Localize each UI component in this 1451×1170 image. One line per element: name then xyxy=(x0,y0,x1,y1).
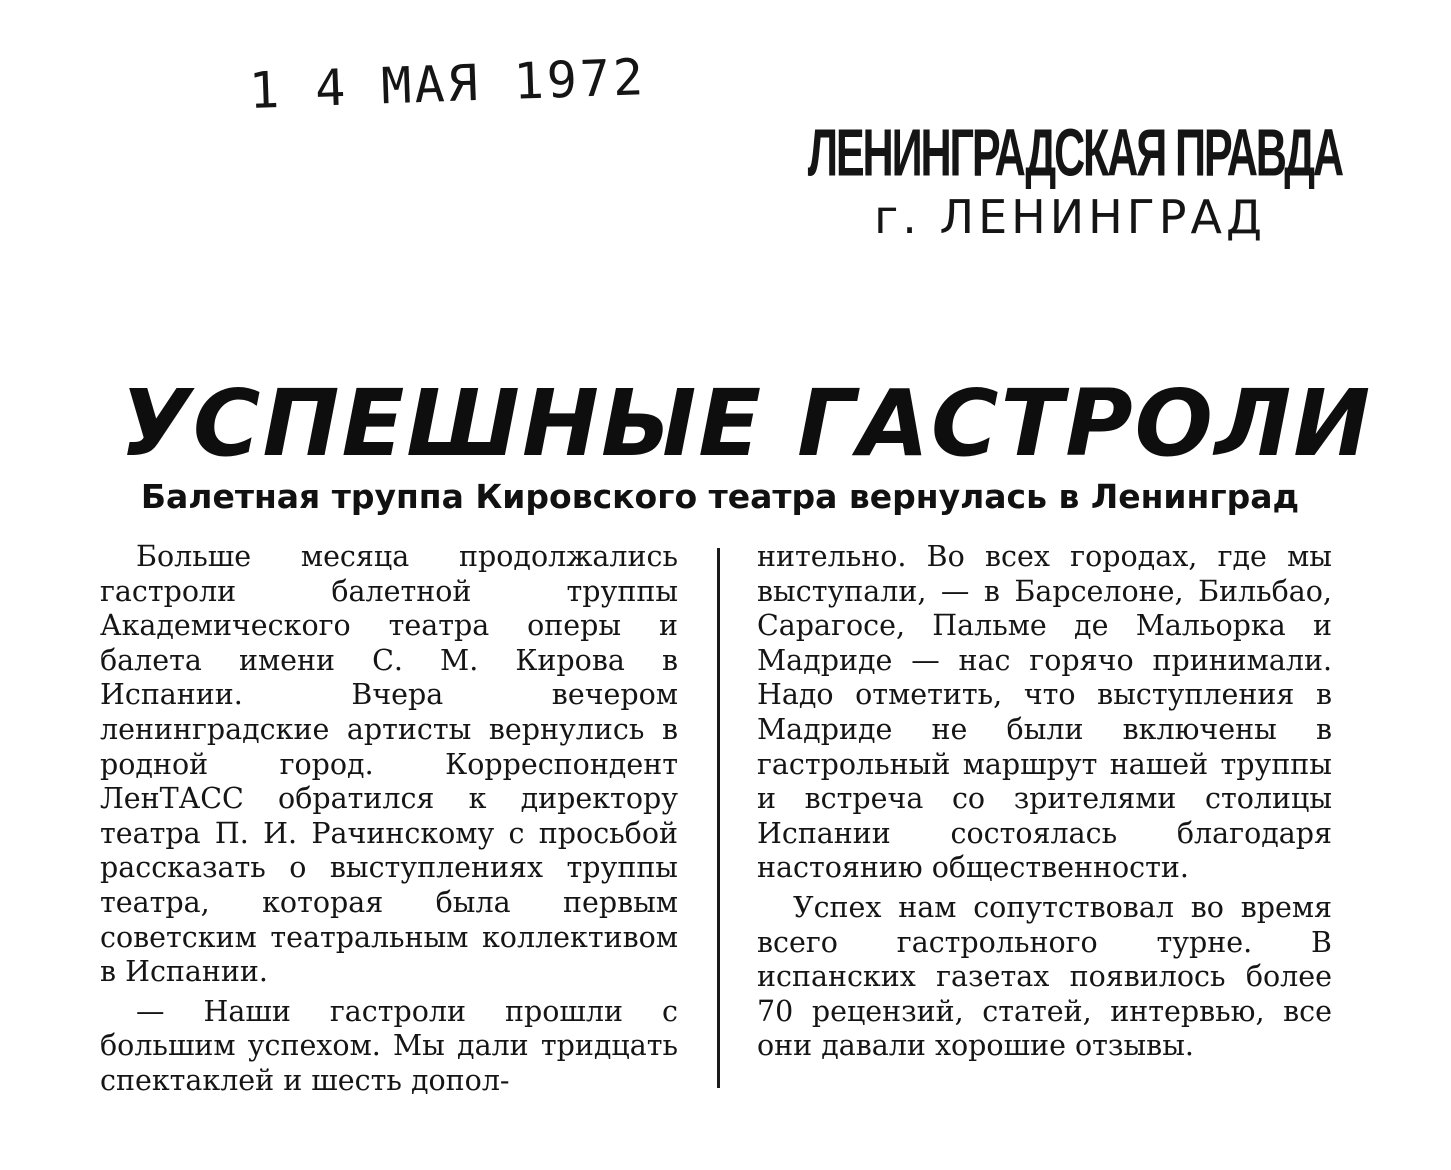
article-headline: УСПЕШНЫЕ ГАСТРОЛИ xyxy=(120,370,1373,477)
article-subheadline: Балетная труппа Кировского театра вернулась в Ленинград xyxy=(140,477,1300,516)
article-paragraph: Больше месяца продолжались гастроли балетной труппы Академического театра оперы и балета имени С. М. Кирова в Испании. Вчера вечером ленинградские артисты вернулись в родной город. Корреспондент ЛенТАСС обратился к директору театра П. И. Рачинскому с просьбой рассказать о выступлениях труппы театра, которая была первым советским театральным коллективом в Испании. xyxy=(100,540,678,989)
article-paragraph: нительно. Во всех городах, где мы выступали, — в Барселоне, Бильбао, Сарагосе, Пальме де Мальорка и Мадриде — нас горячо принимали. Надо отметить, что выступления в Мадриде не были включены в гастрольный маршрут нашей труппы и встреча со зрителями столицы Испании состоялась благодаря настоянию общественности. xyxy=(757,540,1332,885)
column-divider xyxy=(717,548,720,1088)
city-stamp: г. ЛЕНИНГРАД xyxy=(874,190,1266,244)
newspaper-name-stamp: ЛЕНИНГРАДСКАЯ ПРАВДА xyxy=(807,115,1342,191)
date-stamp: 1 4 МАЯ 1972 xyxy=(248,48,648,120)
article-paragraph: — Наши гастроли прошли с большим успехом. Мы дали тридцать спектаклей и шесть допол- xyxy=(100,994,678,1097)
article-paragraph: Успех нам сопутствовал во время всего гастрольного турне. В испанских газетах появилось более 70 рецензий, статей, интервью, все они давали хорошие отзывы. xyxy=(757,890,1332,1063)
article-column-right xyxy=(757,540,1332,1069)
article-column-left xyxy=(100,540,678,1104)
